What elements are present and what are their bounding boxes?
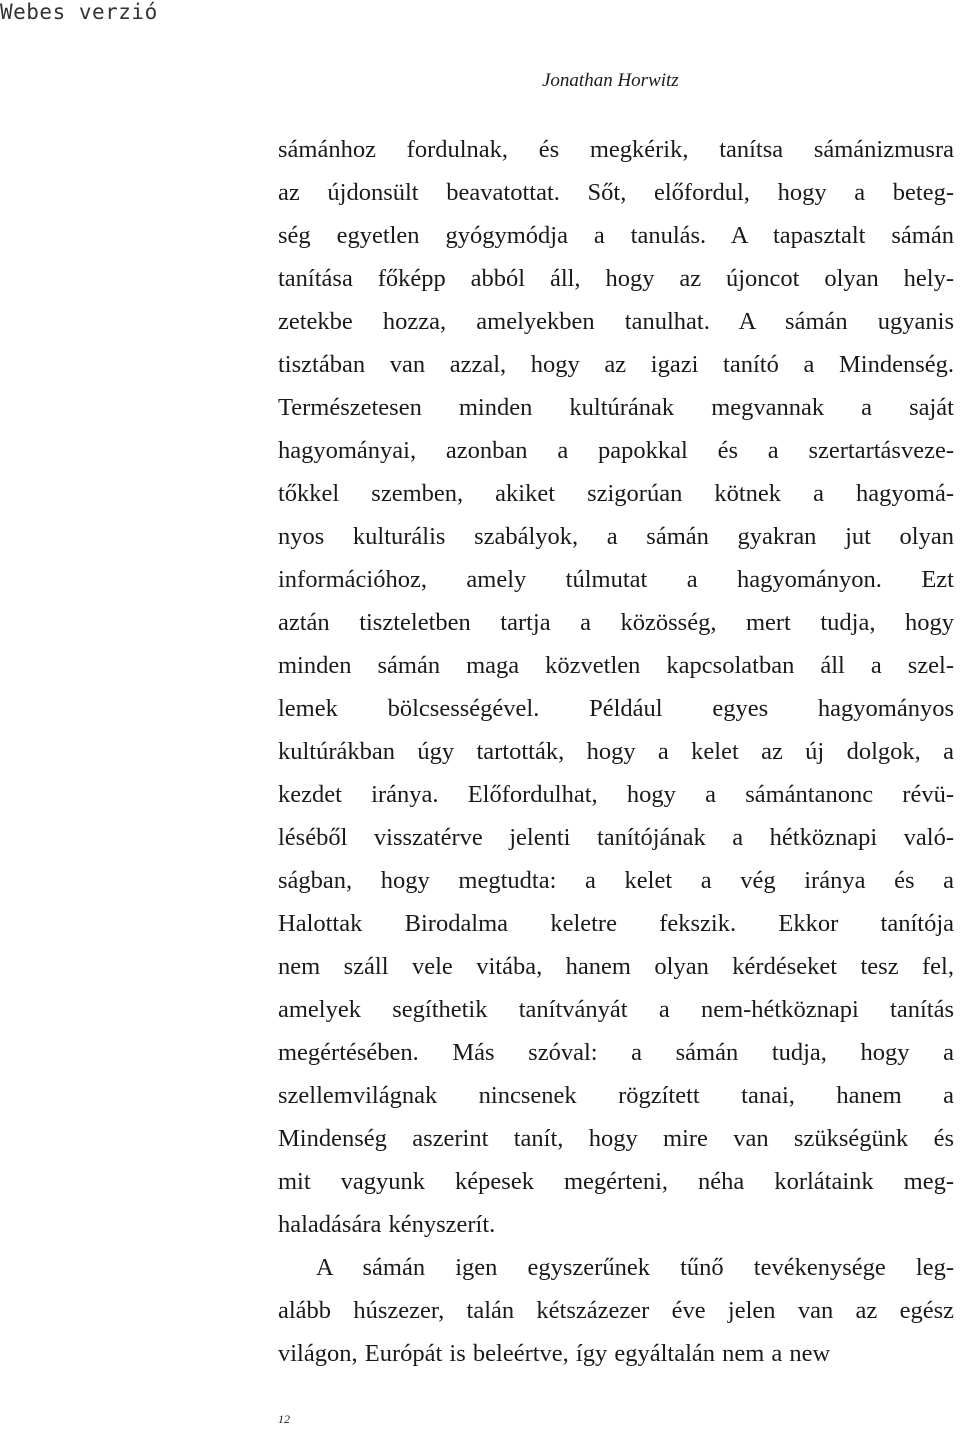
text-line: alább húszezer, talán kétszázezer éve jelen van az egész xyxy=(278,1297,954,1324)
text-line: megértésében. Más szóval: a sámán tudja, hogy a xyxy=(278,1039,954,1066)
text-line: Mindenség aszerint tanít, hogy mire van szükségünk és xyxy=(278,1125,954,1152)
text-line: Természetesen minden kultúrának megvannak a saját xyxy=(278,394,954,421)
text-line: nem száll vele vitába, hanem olyan kérdéseket tesz fel, xyxy=(278,953,954,980)
text-line: szellemvilágnak nincsenek rögzített tanai, hanem a xyxy=(278,1082,954,1109)
text-line: információhoz, amely túlmutat a hagyományon. Ezt xyxy=(278,566,954,593)
text-line: Halottak Birodalma keletre fekszik. Ekkor tanítója xyxy=(278,910,954,937)
text-line: kultúrákban úgy tartották, hogy a kelet az új dolgok, a xyxy=(278,738,954,765)
text-line: léséből visszatérve jelenti tanítójának a hétköznapi való- xyxy=(278,824,954,851)
text-line: A sámán igen egyszerűnek tűnő tevékenysége leg- xyxy=(316,1254,954,1281)
text-line: kezdet iránya. Előfordulhat, hogy a sámántanonc révü- xyxy=(278,781,954,808)
text-line: világon, Európát is beleértve, így egyáltalán nem a new xyxy=(278,1340,831,1367)
text-line: aztán tiszteletben tartja a közösség, mert tudja, hogy xyxy=(278,609,954,636)
text-line: tanítása főképp abból áll, hogy az újoncot olyan hely- xyxy=(278,265,954,292)
text-line: amelyek segíthetik tanítványát a nem-hétköznapi tanítás xyxy=(278,996,954,1023)
text-line: lemek bölcsességével. Például egyes hagyományos xyxy=(278,695,954,722)
text-line: tisztában van azzal, hogy az igazi tanító a Mindenség. xyxy=(278,351,954,378)
web-version-label: Webes verzió xyxy=(0,0,158,24)
text-line: ságban, hogy megtudta: a kelet a vég iránya és a xyxy=(278,867,954,894)
text-line: haladására kényszerít. xyxy=(278,1211,496,1238)
text-line: sámánhoz fordulnak, és megkérik, tanítsa sámánizmusra xyxy=(278,136,954,163)
text-line: zetekbe hozza, amelyekben tanulhat. A sámán ugyanis xyxy=(278,308,954,335)
text-line: az újdonsült beavatottat. Sőt, előfordul, hogy a beteg- xyxy=(278,179,954,206)
text-line: minden sámán maga közvetlen kapcsolatban áll a szel- xyxy=(278,652,954,679)
text-line: mit vagyunk képesek megérteni, néha korlátaink meg- xyxy=(278,1168,954,1195)
page-number: 12 xyxy=(278,1412,290,1426)
text-line: hagyományai, azonban a papokkal és a szertartásveze- xyxy=(278,437,954,464)
text-line: nyos kulturális szabályok, a sámán gyakran jut olyan xyxy=(278,523,954,550)
text-line: tőkkel szemben, akiket szigorúan kötnek a hagyomá- xyxy=(278,480,954,507)
page-body xyxy=(278,128,954,1375)
text-line: ség egyetlen gyógymódja a tanulás. A tapasztalt sámán xyxy=(278,222,954,249)
paragraph-1 xyxy=(278,128,954,1246)
paragraph-2 xyxy=(278,1246,954,1375)
running-head-author: Jonathan Horwitz xyxy=(542,70,679,91)
